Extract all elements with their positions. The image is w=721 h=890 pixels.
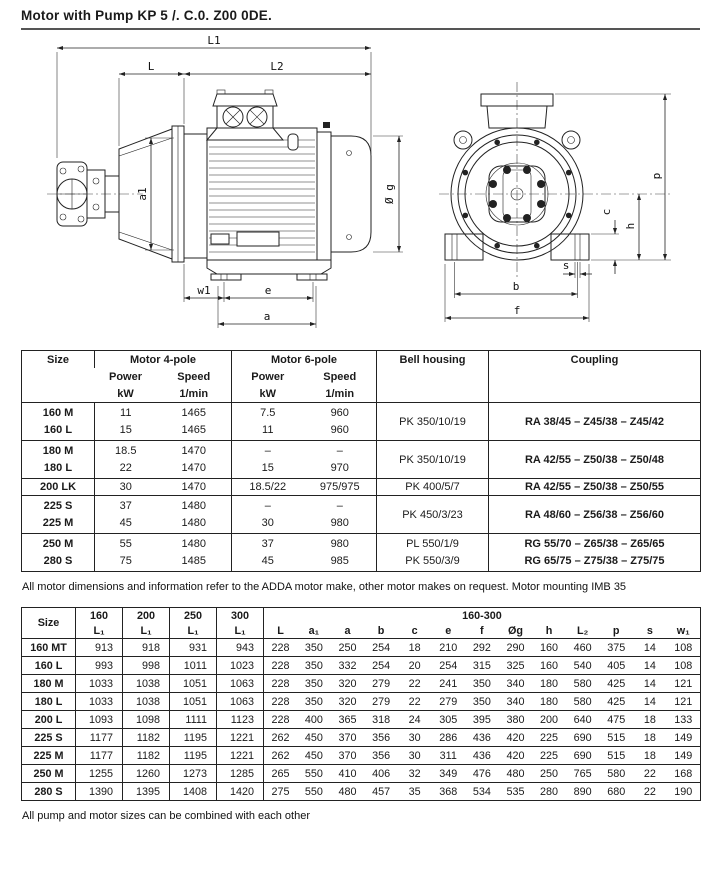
cell: 14	[643, 695, 656, 708]
col-header-dim: a	[344, 624, 351, 637]
cell: 18	[643, 731, 656, 744]
table-row	[22, 441, 701, 479]
motor-feet	[207, 260, 331, 280]
col-header-160: 160	[76, 608, 123, 624]
col-header-dim: Øg	[507, 624, 523, 637]
cell: 22	[643, 767, 656, 780]
dim-label-c: c	[600, 208, 613, 216]
cell: 1195	[170, 729, 217, 747]
col-header-300: 300	[217, 608, 264, 624]
cell: 37 45	[232, 534, 304, 572]
dim-label-f: f	[513, 304, 521, 317]
table-row	[22, 608, 701, 624]
cell: 228	[264, 675, 298, 693]
cell: 350	[472, 677, 491, 690]
cell: 279	[439, 695, 458, 708]
col-header-dim: w₁	[676, 624, 690, 637]
cell: 395	[472, 713, 491, 726]
motor-coupling-table	[21, 350, 701, 572]
cell: 1038	[123, 693, 170, 711]
table2-note: All pump and motor sizes can be combined with each other	[22, 810, 310, 822]
col-header-speed: Speed	[177, 371, 211, 383]
cell: 1023	[217, 657, 264, 675]
col-header-motor6: Motor 6-pole	[232, 351, 377, 369]
cell: 356	[372, 731, 391, 744]
col-header-dim: p	[612, 624, 620, 637]
col-header-L1: L₁	[170, 623, 217, 639]
cell: 20	[408, 659, 421, 672]
cell: 1177	[76, 747, 123, 765]
cell: 18	[408, 641, 421, 654]
table1-note: All motor dimensions and information refer to the ADDA motor make, other motor makes on request. Motor mounting IMB 35	[22, 581, 627, 593]
cell: 325	[506, 659, 525, 672]
cell: 365	[338, 713, 357, 726]
cell: 1051	[170, 693, 217, 711]
cell: 30	[408, 731, 421, 744]
cell: 680	[607, 785, 626, 798]
cell: 480	[338, 785, 357, 798]
table-row	[22, 623, 701, 639]
cell: 22	[643, 785, 656, 798]
col-header-rpm: 1/min	[325, 388, 355, 400]
cell: 1182	[123, 729, 170, 747]
cell: 160	[540, 641, 559, 654]
cell: 380	[506, 713, 525, 726]
cell: 180	[540, 677, 559, 690]
cell: 1098	[123, 711, 170, 729]
size-cell: 280 S	[34, 785, 63, 798]
cell: 1420	[217, 783, 264, 801]
bell-cell: PK 350/10/19	[377, 441, 489, 479]
cell: 180	[540, 695, 559, 708]
dim-label-L1: L1	[207, 36, 221, 47]
cell: 1395	[123, 783, 170, 801]
col-header-L1: L₁	[217, 623, 264, 639]
cell: 228	[264, 711, 298, 729]
table-row	[22, 711, 701, 729]
cell: 225	[540, 749, 559, 762]
cell: 262	[264, 747, 298, 765]
dim-label-p: p	[650, 172, 663, 180]
cell: 960 960	[330, 407, 349, 436]
front-view	[439, 82, 673, 322]
table-row	[22, 496, 701, 534]
col-header-250: 250	[170, 608, 217, 624]
dim-label-b: b	[512, 280, 520, 293]
cell: 1038	[123, 675, 170, 693]
cell: 340	[506, 695, 525, 708]
cell: 1221	[217, 747, 264, 765]
col-header-dim: h	[545, 624, 553, 637]
dim-label-og: Ø g	[383, 184, 396, 204]
cell: 332	[338, 659, 357, 672]
cell: 262	[264, 729, 298, 747]
cell: 436	[472, 749, 491, 762]
cell: 1470	[181, 481, 206, 493]
col-header-power: Power	[232, 368, 304, 385]
cell: 32	[408, 767, 421, 780]
col-header-200: 200	[123, 608, 170, 624]
cell: 14	[643, 677, 656, 690]
col-header-kw: kW	[232, 385, 304, 403]
col-header-dim: e	[445, 624, 452, 637]
cell: 24	[408, 713, 421, 726]
cell: 254	[372, 659, 391, 672]
title-rule	[21, 28, 700, 30]
coupling-cell: RA 38/45 – Z45/38 – Z45/42	[489, 403, 701, 441]
col-header-dim: L₂	[576, 624, 589, 637]
col-header-rpm: 1/min	[179, 388, 209, 400]
col-header-motor4: Motor 4-pole	[95, 351, 232, 369]
cell: 149	[674, 749, 693, 762]
cell: 22	[408, 677, 421, 690]
cell: 290	[506, 641, 525, 654]
technical-drawing	[21, 36, 701, 344]
cell: 286	[439, 731, 458, 744]
size-cell: 250 M 280 S	[42, 538, 74, 567]
cell: 765	[573, 767, 592, 780]
cell: 1255	[76, 765, 123, 783]
coupling-cell: RA 42/55 – Z50/38 – Z50/55	[489, 479, 701, 496]
col-header-dim: s	[646, 624, 653, 637]
col-header-dim: L	[264, 623, 298, 639]
table-header	[22, 351, 701, 403]
col-header-range: 160-300	[264, 608, 701, 624]
size-cell: 200 L	[34, 713, 63, 726]
cell: 943	[217, 639, 264, 657]
cell: 1093	[76, 711, 123, 729]
size-cell: 180 M	[33, 677, 64, 690]
cell: 534	[472, 785, 491, 798]
cell: 22	[408, 695, 421, 708]
dim-label-a: a	[263, 310, 271, 323]
cell: 550	[304, 785, 323, 798]
cell: 1033	[76, 675, 123, 693]
table-header	[22, 608, 701, 639]
table-row	[22, 479, 701, 496]
cell: 690	[573, 749, 592, 762]
cell: 108	[674, 641, 693, 654]
col-header-size: Size	[46, 354, 69, 366]
cell: 993	[76, 657, 123, 675]
cell: 121	[674, 677, 693, 690]
table-row	[22, 693, 701, 711]
cell: 375	[607, 641, 626, 654]
cell: 515	[607, 731, 626, 744]
cell: 420	[506, 731, 525, 744]
cell: 7.5 11	[232, 403, 304, 441]
cell: 1470 1470	[181, 445, 206, 474]
cell: – 30	[232, 496, 304, 534]
cell: 275	[264, 783, 298, 801]
cell: 540	[573, 659, 592, 672]
cell: 460	[573, 641, 592, 654]
cell: 690	[573, 731, 592, 744]
size-cell: 180 L	[34, 695, 63, 708]
cell: 420	[506, 749, 525, 762]
coupling-cell: RG 55/70 – Z65/38 – Z65/65 RG 65/75 – Z75/38 – Z75/75	[489, 534, 701, 572]
col-header-L1: L₁	[76, 623, 123, 639]
cell: 1480 1485	[181, 538, 206, 567]
col-header-dim: a₁	[308, 624, 320, 637]
cell: 305	[439, 713, 458, 726]
table-row	[22, 783, 701, 801]
table-row	[22, 765, 701, 783]
bell-cell: PL 550/1/9 PK 550/3/9	[377, 534, 489, 572]
table-row	[22, 639, 701, 657]
col-header-power: Power	[108, 371, 142, 383]
bell-cell: PK 450/3/23	[377, 496, 489, 534]
cell: 349	[439, 767, 458, 780]
dim-label-a1: a1	[136, 187, 149, 201]
cell: 425	[607, 677, 626, 690]
cell: 280	[540, 785, 559, 798]
cell: 1051	[170, 675, 217, 693]
coupling-cell: RA 42/55 – Z50/38 – Z50/48	[489, 441, 701, 479]
cell: 1063	[217, 693, 264, 711]
cell: 149	[674, 731, 693, 744]
cell: 425	[607, 695, 626, 708]
cell: 350	[304, 659, 323, 672]
side-view	[47, 36, 403, 328]
dim-label-L: L	[147, 60, 155, 73]
cell: 318	[372, 713, 391, 726]
cell: 998	[123, 657, 170, 675]
cell: 1390	[76, 783, 123, 801]
cell: 18.5 22	[95, 441, 157, 479]
cell: 292	[472, 641, 491, 654]
table-row	[22, 729, 701, 747]
col-header-L1: L₁	[123, 623, 170, 639]
size-cell: 250 M	[33, 767, 64, 780]
table-row	[22, 351, 701, 369]
cell: 254	[372, 641, 391, 654]
cell: 1033	[76, 693, 123, 711]
cell: 550	[304, 767, 323, 780]
size-cell: 225 S 225 M	[42, 500, 74, 529]
cell: 368	[439, 785, 458, 798]
cell: 320	[338, 695, 357, 708]
terminal-box	[207, 90, 283, 140]
dim-label-w1: w1	[197, 284, 211, 297]
cell: 918	[123, 639, 170, 657]
cell: 1111	[170, 711, 217, 729]
cell: 160	[540, 659, 559, 672]
size-cell: 180 M 180 L	[42, 445, 74, 474]
cell: 410	[338, 767, 357, 780]
cell: 1063	[217, 675, 264, 693]
cell: 476	[472, 767, 491, 780]
cell: 279	[372, 677, 391, 690]
cell: 400	[304, 713, 323, 726]
cell: 913	[76, 639, 123, 657]
cell: 241	[439, 677, 458, 690]
cell: 350	[304, 641, 323, 654]
cell: 480	[506, 767, 525, 780]
fan-cover	[317, 132, 371, 260]
cell: 340	[506, 677, 525, 690]
cell: 190	[674, 785, 693, 798]
cell: 1221	[217, 729, 264, 747]
table-row	[22, 657, 701, 675]
cell: 580	[607, 767, 626, 780]
cell: 1260	[123, 765, 170, 783]
cell: 228	[264, 657, 298, 675]
cell: 35	[408, 785, 421, 798]
dimensions-table	[21, 607, 701, 801]
cell: 980 985	[330, 538, 349, 567]
cell: 405	[607, 659, 626, 672]
cell: 370	[338, 749, 357, 762]
cell: 1182	[123, 747, 170, 765]
cell: 250	[338, 641, 357, 654]
cell: 580	[573, 677, 592, 690]
dim-label-h: h	[624, 222, 637, 230]
cell: 1011	[170, 657, 217, 675]
cell: 1195	[170, 747, 217, 765]
col-header-size: Size	[37, 617, 60, 629]
cell: 450	[304, 749, 323, 762]
cell: 406	[372, 767, 391, 780]
col-header-speed: Speed	[323, 371, 357, 383]
cell: 225	[540, 731, 559, 744]
table-row	[22, 403, 701, 441]
cell: 975/975	[319, 481, 360, 493]
cell: 535	[506, 785, 525, 798]
cell: 1123	[217, 711, 264, 729]
col-header-kw: kW	[117, 388, 134, 400]
cell: 55 75	[95, 534, 157, 572]
cell: 1480 1480	[181, 500, 206, 529]
cell: 350	[472, 695, 491, 708]
col-header-coupling: Coupling	[489, 351, 701, 403]
col-header-dim: c	[411, 624, 418, 637]
cell: 37 45	[95, 496, 157, 534]
cell: 350	[304, 677, 323, 690]
page-title: Motor with Pump KP 5 /. C.0. Z00 0DE.	[21, 8, 272, 23]
front-dimensions	[445, 94, 671, 322]
table-row	[22, 675, 701, 693]
dim-label-e: e	[264, 284, 272, 297]
cell: 108	[674, 659, 693, 672]
cell: 1465 1465	[181, 407, 206, 436]
size-cell: 200 LK	[39, 481, 77, 493]
cell: 254	[439, 659, 458, 672]
cell: – 15	[232, 441, 304, 479]
motor-body	[184, 122, 330, 260]
cell: 580	[573, 695, 592, 708]
cell: 168	[674, 767, 693, 780]
cell: 14	[643, 659, 656, 672]
cell: 311	[439, 749, 457, 762]
cell: 14	[643, 641, 656, 654]
cell: 30	[95, 479, 157, 496]
bell-cell: PK 350/10/19	[377, 403, 489, 441]
cell: 315	[472, 659, 491, 672]
table-row	[22, 534, 701, 572]
dim-label-L2: L2	[270, 60, 284, 73]
cell: 515	[607, 749, 626, 762]
coupling-cell: RA 48/60 – Z56/38 – Z56/60	[489, 496, 701, 534]
cell: – 980	[330, 500, 349, 529]
col-header-dim: f	[480, 624, 484, 637]
bell-cell: PK 400/5/7	[377, 479, 489, 496]
cell: 890	[573, 785, 592, 798]
cell: 228	[264, 639, 298, 657]
size-cell: 225 S	[34, 731, 63, 744]
cell: 1285	[217, 765, 264, 783]
cell: 210	[439, 641, 458, 654]
cell: 228	[264, 693, 298, 711]
size-cell: 225 M	[33, 749, 64, 762]
cell: 436	[472, 731, 491, 744]
cell: 18	[643, 749, 656, 762]
cell: 18.5/22	[232, 479, 304, 496]
size-cell: 160 M 160 L	[42, 407, 74, 436]
cell: 931	[170, 639, 217, 657]
cell: 1177	[76, 729, 123, 747]
col-header-bell: Bell housing	[377, 351, 489, 403]
cell: 265	[264, 765, 298, 783]
cell: 133	[674, 713, 693, 726]
cell: 320	[338, 677, 357, 690]
cell: 30	[408, 749, 421, 762]
cell: 370	[338, 731, 357, 744]
table-row	[22, 747, 701, 765]
cell: 121	[674, 695, 693, 708]
size-cell: 160 L	[34, 659, 63, 672]
cell: 640	[573, 713, 592, 726]
cell: 250	[540, 767, 559, 780]
cell: 18	[643, 713, 656, 726]
cell: 1408	[170, 783, 217, 801]
cell: – 970	[330, 445, 349, 474]
cell: 356	[372, 749, 391, 762]
cell: 1273	[170, 765, 217, 783]
dim-label-s: s	[562, 259, 570, 272]
cell: 279	[372, 695, 391, 708]
cell: 200	[540, 713, 559, 726]
cell: 475	[607, 713, 626, 726]
cell: 350	[304, 695, 323, 708]
size-cell: 160 MT	[30, 641, 67, 654]
cell: 457	[372, 785, 391, 798]
cell: 11 15	[95, 403, 157, 441]
col-header-dim: b	[377, 624, 385, 637]
cell: 450	[304, 731, 323, 744]
